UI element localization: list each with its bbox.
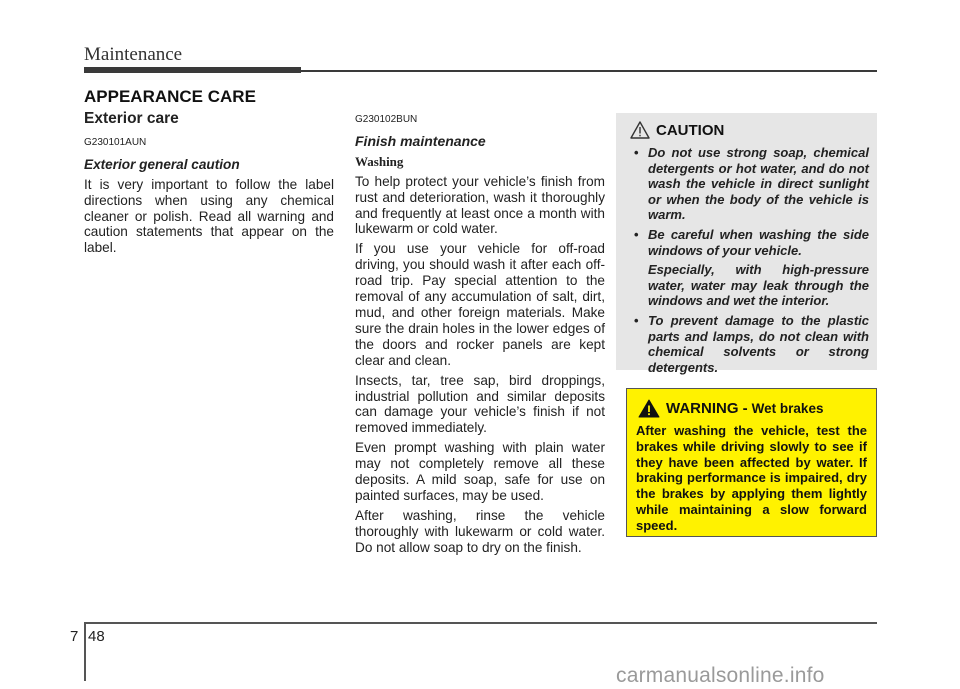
exterior-caution-heading: Exterior general caution	[84, 156, 240, 172]
caution-title: CAUTION	[656, 121, 725, 139]
finish-code: G230102BUN	[355, 114, 418, 125]
caution-item-extra: Especially, with high-pressure water, water may leak through the windows and wet the interior.	[648, 262, 869, 309]
finish-paragraph: If you use your vehicle for off-road driving, you should wash it after each off-road trip. Pay special attention to the removal of any accumulation of salt, dirt, mud, and other foreign materials. Make sure the drain holes in the lower edges of the doors and rocker panels are kept clear and clean.	[355, 241, 605, 368]
caution-item	[626, 313, 869, 375]
caution-item-text: To prevent damage to the plastic parts and lamps, do not clean with chemical solvents or strong detergents.	[648, 312, 869, 375]
middle-column	[355, 111, 605, 559]
bullet: •	[634, 312, 639, 328]
footer-rule-horizontal	[84, 622, 877, 624]
caution-triangle-icon	[630, 121, 650, 139]
warning-subtitle: Wet brakes	[751, 401, 824, 416]
caution-item-text: Do not use strong soap, chemical detergents or hot water, and do not wash the vehicle in direct sunlight or when the body of the vehicle is warm.	[648, 145, 869, 223]
warning-header	[638, 399, 867, 418]
caution-item-text: Be careful when washing the side windows of your vehicle.	[648, 226, 869, 258]
page-number: 48	[88, 628, 105, 645]
warning-triangle-icon	[638, 399, 660, 418]
caution-list	[626, 145, 869, 375]
warning-title: WARNING -	[666, 400, 748, 417]
finish-paragraph: Insects, tar, tree sap, bird droppings, industrial pollution and similar deposits can damage your vehicle’s finish if not removed immediately.	[355, 372, 605, 436]
finish-paragraph: To help protect your vehicle’s finish from rust and deterioration, wash it thoroughly and frequently at least once a month with lukewarm or cold water.	[355, 173, 605, 237]
caution-item	[626, 145, 869, 223]
caution-item	[626, 227, 869, 309]
exterior-code: G230101AUN	[84, 136, 147, 148]
warning-box	[626, 388, 877, 537]
left-column	[84, 111, 334, 259]
finish-paragraph: After washing, rinse the vehicle thoroughly with lukewarm or cold water. Do not allow soap to dry on the finish.	[355, 507, 605, 555]
exterior-care-title: Exterior care	[84, 110, 179, 127]
page-section: 7	[70, 628, 79, 645]
header-bar-thick	[84, 67, 301, 73]
header-title: Maintenance	[84, 44, 183, 65]
bullet: •	[634, 145, 639, 160]
finish-paragraph: Even prompt washing with plain water may not completely remove all these deposits. A mild soap, safe for use on painted surfaces, may be used.	[355, 440, 605, 503]
footer-rule-vertical	[84, 622, 86, 681]
caution-box	[616, 113, 877, 375]
warning-text: After washing the vehicle, test the brakes while driving slowly to see if they have been affected by water. If braking performance is impaired, dry the brakes by applying them lightly while maintaining a slow forward speed.	[636, 423, 867, 533]
bullet: •	[634, 226, 639, 242]
exterior-body: It is very important to follow the label directions when using any chemical cleaner or polish. Read all warning and caution statements that appear on the label.	[84, 176, 334, 256]
section-title: APPEARANCE CARE	[84, 87, 256, 106]
caution-header	[630, 121, 869, 139]
header-bar-thin	[301, 70, 877, 72]
washing-heading: Washing	[355, 153, 404, 169]
watermark: carmanualsonline.info	[616, 664, 825, 687]
finish-heading: Finish maintenance	[355, 132, 486, 149]
